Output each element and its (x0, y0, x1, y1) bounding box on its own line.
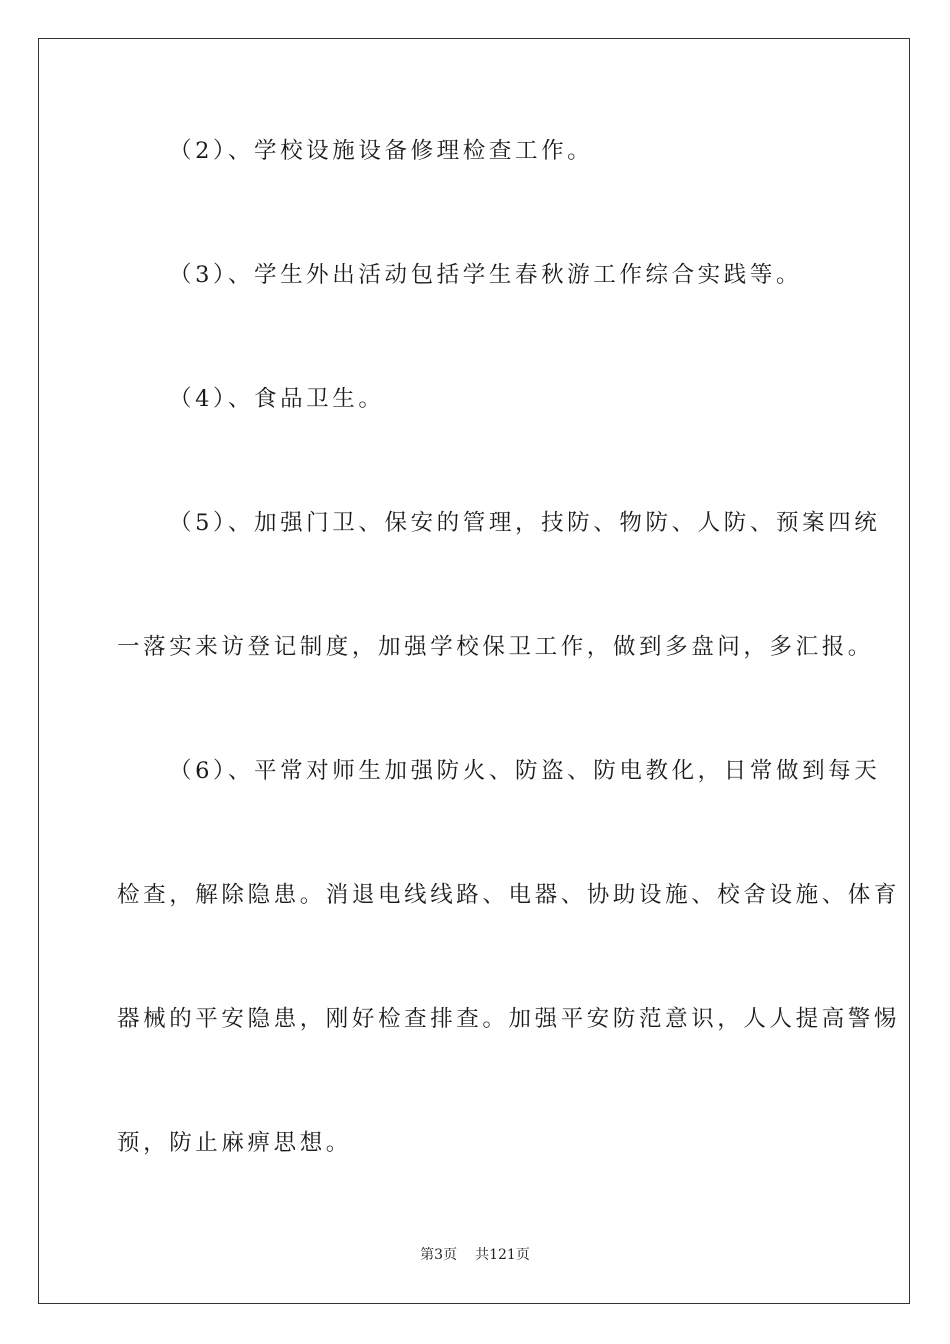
text-line-item-6: （6）、平常对师生加强防火、防盗、防电教化，日常做到每天 (169, 758, 881, 784)
page-number-total: 共121页 (475, 1247, 530, 1263)
text-line-item-6-cont-1: 检查，解除隐患。消退电线线路、电器、协助设施、校舍设施、体育 (117, 882, 901, 908)
text-line-item-6-cont-2: 器械的平安隐患，刚好检查排查。加强平安防范意识，人人提高警惕 (117, 1006, 901, 1032)
page-footer (0, 1246, 950, 1264)
page-number-current: 第3页 (420, 1247, 458, 1263)
page-border (38, 38, 910, 1304)
text-line-item-5-cont: 一落实来访登记制度，加强学校保卫工作，做到多盘问，多汇报。 (117, 634, 874, 660)
text-line-item-4: （4）、食品卫生。 (169, 386, 385, 412)
text-line-item-5: （5）、加强门卫、保安的管理，技防、物防、人防、预案四统 (169, 510, 881, 536)
text-line-item-2: （2）、学校设施设备修理检查工作。 (169, 138, 594, 164)
text-line-item-3: （3）、学生外出活动包括学生春秋游工作综合实践等。 (169, 262, 803, 288)
text-line-item-6-cont-3: 预，防止麻痹思想。 (117, 1130, 352, 1156)
